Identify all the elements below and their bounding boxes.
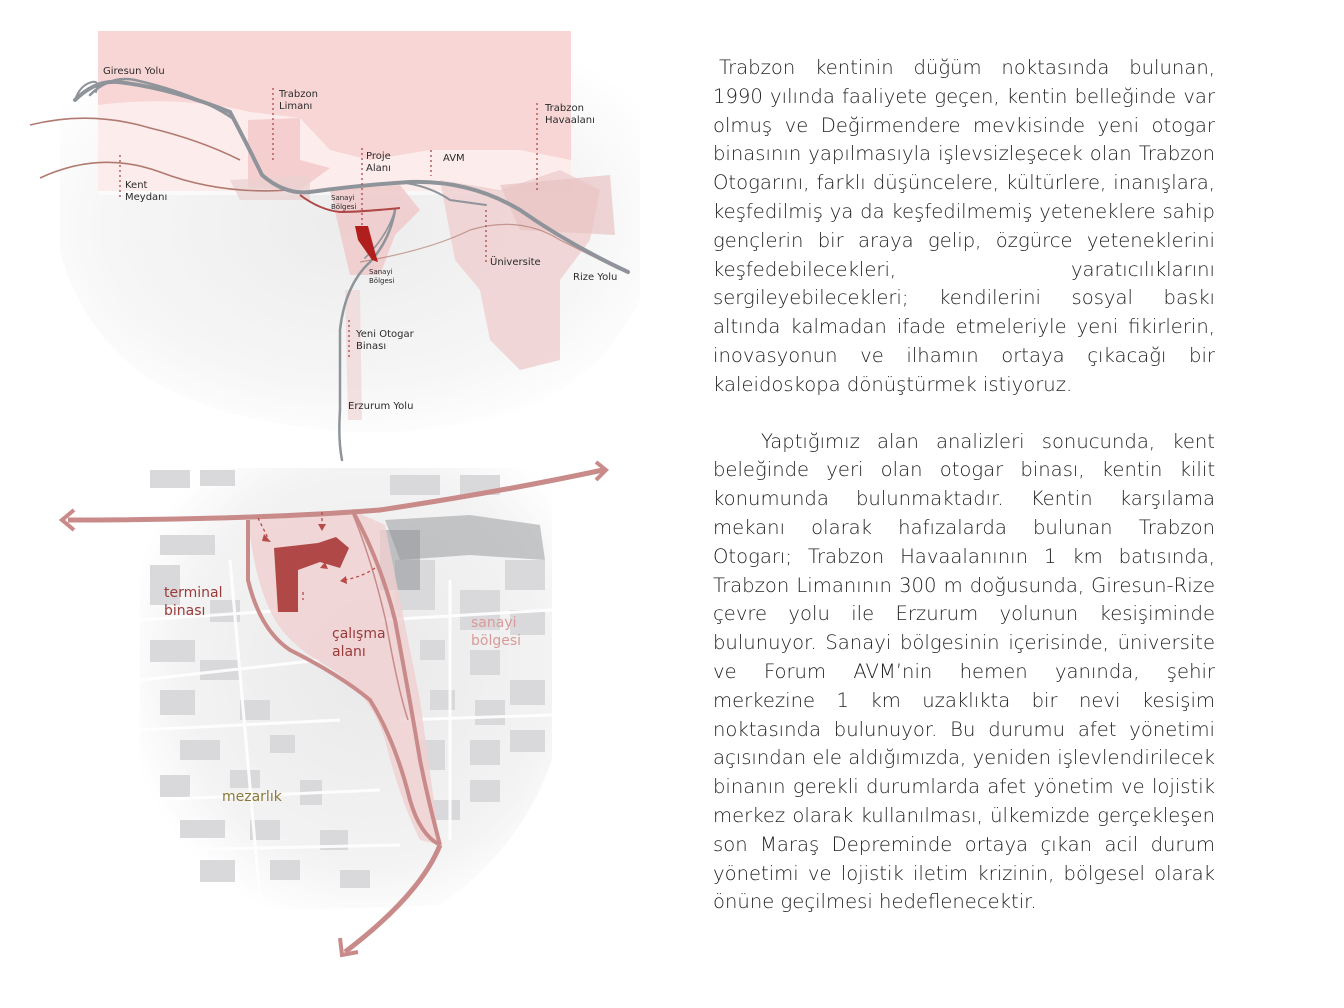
label-terminal-1: terminal [164,585,223,601]
label-havaalani-2: Havaalanı [545,115,595,126]
label-erzurum-yolu: Erzurum Yolu [348,401,414,412]
label-proje-1: Proje [366,151,391,162]
label-sanayi-1a: Sanayi [331,194,355,202]
label-terminal-2: binası [164,603,206,619]
label-trabzon-limani-2: Limanı [279,101,313,112]
label-kent-2: Meydanı [125,192,168,203]
label-sanayi-2: bölgesi [471,633,522,649]
label-proje-2: Alanı [366,163,391,174]
label-otogar-1: Yeni Otogar [356,329,414,340]
label-rize-yolu: Rize Yolu [573,272,618,283]
site-map [62,462,606,955]
paragraph-intro: Trabzon kentinin düğüm noktasında bulunan, 1990 yılında faaliyete geçen, kentin belleğinde var olmuş ve Değirmendere mevkisinde yeni otogar binasının yapılmasıyla işlevsizleşecek olan Trabzon Otogarını, farklı düşüncelere, kültürlere, inanışlara, keşfedilmiş ya da keşfedilmemiş yeteneklere sahip gençlerin bir araya gelip, özgürce yeteneklerini keşfedebilecekleri, yaratıcılıklarını sergileyebilecekleri; kendilerini sosyal baskı altında kalmadan ifade etmeleriyle yeni fikirlerin, inovasyonun ve ilhamın ortaya çıkacağı bir kaleidoskopa dönüştürmek istiyoruz. [713,56,1215,396]
label-giresun-yolu: Giresun Yolu [103,66,165,77]
label-trabzon-limani-1: Trabzon [279,89,318,100]
label-calisma-2: alanı [332,644,366,660]
label-kent-1: Kent [125,180,148,191]
label-sanayi-2b: Bölgesi [369,277,395,285]
location-map [30,31,640,460]
label-calisma-1: çalışma [332,626,386,642]
paragraph-analysis: Yaptığımız alan analizleri sonucunda, kent beleğinde yeri olan otogar binası, kentin kilit konumunda bulunmaktadır. Kentin karşılama mekanı olarak hafızalarda bulunan Trabzon Otogarı; Trabzon Havaalanının 1 km batısında, Trabzon Limanının 300 m doğusunda, Giresun-Rize çevre yolu ile Erzurum yolunun kesişiminde bulunuyor. Sanayi bölgesinin içerisinde, üniversite ve Forum AVM’nin hemen yanında, şehir merkezine 1 km uzaklıkta bir nevi kesişim noktasında bulunuyor. Bu durumu afet yönetimi açısından ele aldığımızda, yeniden işlevlendirilecek binanın gerekli durumlarda afet yönetim ve lojistik merkez olarak kullanılması, ülkemizde gerçekleşen son Maraş Depreminde ortaya çıkan acil durum yönetimi ve lojistik iletim krizinin, bölgesel olarak önüne geçilmesi hedeflenecektir. [713,429,1215,914]
label-havaalani-1: Trabzon [545,103,584,114]
description-text [713,54,1215,917]
label-sanayi-2a: Sanayi [369,268,393,276]
label-otogar-2: Binası [356,341,387,352]
label-sanayi-1: sanayi [471,615,517,631]
label-universite: Üniversite [490,257,541,268]
label-mezarlik: mezarlık [222,789,282,805]
label-sanayi-1b: Bölgesi [331,203,357,211]
label-avm: AVM [443,153,465,164]
